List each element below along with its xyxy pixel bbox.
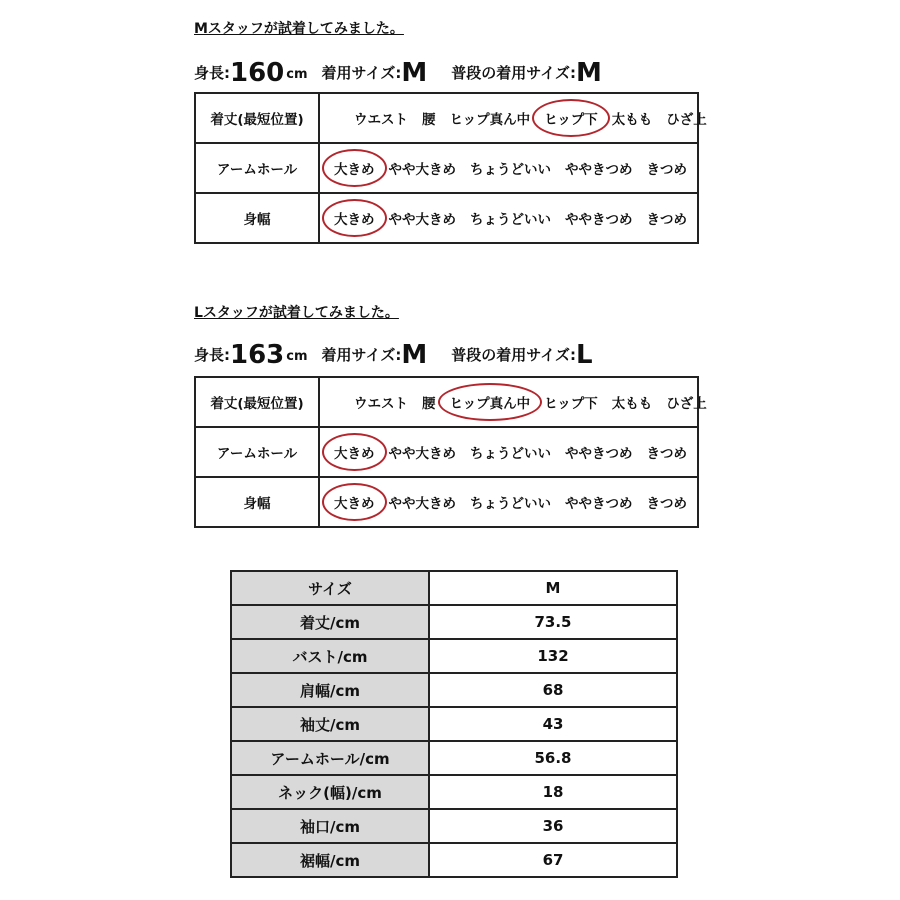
wear-size-value: M xyxy=(401,340,428,370)
fit-options xyxy=(320,492,697,512)
fit-option: ちょうどいい xyxy=(470,496,551,512)
usual-size-value: L xyxy=(576,340,593,370)
size-table-row xyxy=(231,639,677,673)
fit-option: ややきつめ xyxy=(565,496,633,512)
fit-options xyxy=(320,392,707,412)
fit-option-selected: ヒップ真ん中 xyxy=(448,392,533,412)
fit-option: 太もも xyxy=(611,112,653,128)
fit-row xyxy=(195,427,698,477)
fit-option: ややきつめ xyxy=(565,446,633,462)
fit-options xyxy=(320,442,697,462)
measurement-value: 68 xyxy=(429,673,677,707)
measurement-label: アームホール/cm xyxy=(231,741,429,775)
measurement-value: 36 xyxy=(429,809,677,843)
measurement-label: バスト/cm xyxy=(231,639,429,673)
fitting-section-l-staff xyxy=(194,304,707,534)
measurement-value: 67 xyxy=(429,843,677,877)
fit-option: 腰 xyxy=(422,396,436,412)
size-table-row xyxy=(231,605,677,639)
measurement-label: 裾幅/cm xyxy=(231,843,429,877)
fit-option: ちょうどいい xyxy=(470,212,551,228)
fit-row-label: アームホール xyxy=(195,427,319,477)
fit-options-cell xyxy=(319,93,707,143)
measurement-label: ネック(幅)/cm xyxy=(231,775,429,809)
fit-option-selected: 大きめ xyxy=(332,208,377,228)
usual-size-label: 普段の着用サイズ: xyxy=(451,346,577,364)
fit-table xyxy=(194,92,707,244)
fit-option: きつめ xyxy=(646,212,687,228)
fit-row-label: アームホール xyxy=(195,143,319,193)
size-table-row xyxy=(231,843,677,877)
fit-option: やや大きめ xyxy=(388,446,456,462)
height-label: 身長: xyxy=(194,346,230,364)
fit-table xyxy=(194,376,707,528)
staff-stats xyxy=(194,58,602,88)
measurement-value: 43 xyxy=(429,707,677,741)
measurement-value: 132 xyxy=(429,639,677,673)
fit-options-cell xyxy=(319,427,698,477)
size-table-row xyxy=(231,673,677,707)
wear-size-label: 着用サイズ: xyxy=(321,64,402,82)
fit-option-selected: 大きめ xyxy=(332,492,377,512)
fit-row-label: 身幅 xyxy=(195,193,319,243)
measurement-value: 73.5 xyxy=(429,605,677,639)
fit-options xyxy=(320,208,697,228)
size-table-row xyxy=(231,741,677,775)
fit-option: ひざ上 xyxy=(666,112,707,128)
fit-options xyxy=(320,108,707,128)
fit-row xyxy=(195,143,698,193)
usual-size-label: 普段の着用サイズ: xyxy=(451,64,577,82)
height-unit: cm xyxy=(286,67,308,82)
fit-options-cell xyxy=(319,143,698,193)
fit-row-label: 着丈(最短位置) xyxy=(195,93,319,143)
fit-options-cell xyxy=(319,477,698,527)
fit-options xyxy=(320,158,697,178)
fit-row xyxy=(195,477,698,527)
fit-option: ヒップ下 xyxy=(544,396,598,412)
height-value: 163 xyxy=(230,340,285,370)
fit-option-selected: 大きめ xyxy=(332,442,377,462)
fit-row xyxy=(195,93,698,143)
fit-option: ヒップ真ん中 xyxy=(449,112,531,128)
size-table-header xyxy=(231,571,677,605)
fit-row xyxy=(195,377,698,427)
fit-option: きつめ xyxy=(646,496,687,512)
size-header-value: M xyxy=(429,571,677,605)
fit-option: ウエスト xyxy=(354,112,408,128)
size-table-row xyxy=(231,775,677,809)
fit-option-selected: ヒップ下 xyxy=(542,108,600,128)
usual-size-value: M xyxy=(576,58,602,88)
fit-row xyxy=(195,193,698,243)
fit-row-label: 着丈(最短位置) xyxy=(195,377,319,427)
fit-option: ひざ上 xyxy=(666,396,707,412)
height-unit: cm xyxy=(286,349,308,364)
measurement-label: 袖丈/cm xyxy=(231,707,429,741)
fitting-section-m-staff xyxy=(194,20,707,250)
height-label: 身長: xyxy=(194,64,230,82)
measurement-label: 袖口/cm xyxy=(231,809,429,843)
size-table xyxy=(230,570,678,878)
fit-option: やや大きめ xyxy=(388,212,456,228)
section-title: Mスタッフが試着してみました。 xyxy=(194,21,404,37)
size-table-row xyxy=(231,809,677,843)
fit-options-cell xyxy=(319,377,707,427)
fit-option: きつめ xyxy=(646,162,687,178)
wear-size-label: 着用サイズ: xyxy=(321,346,402,364)
measurement-label: 肩幅/cm xyxy=(231,673,429,707)
wear-size-value: M xyxy=(401,58,428,88)
measurement-value: 18 xyxy=(429,775,677,809)
measurement-value: 56.8 xyxy=(429,741,677,775)
fit-option: きつめ xyxy=(646,446,687,462)
section-title: Lスタッフが試着してみました。 xyxy=(194,305,399,321)
size-table-row xyxy=(231,707,677,741)
fit-option: ややきつめ xyxy=(565,212,633,228)
fit-option: やや大きめ xyxy=(388,496,456,512)
size-header-label: サイズ xyxy=(231,571,429,605)
fit-row-label: 身幅 xyxy=(195,477,319,527)
fit-options-cell xyxy=(319,193,698,243)
staff-stats xyxy=(194,340,593,370)
fit-option: 腰 xyxy=(422,112,436,128)
fit-option: ちょうどいい xyxy=(470,162,551,178)
fit-option: ややきつめ xyxy=(565,162,633,178)
fit-option: ちょうどいい xyxy=(470,446,551,462)
fit-option: 太もも xyxy=(611,396,653,412)
fit-option-selected: 大きめ xyxy=(332,158,377,178)
height-value: 160 xyxy=(230,58,285,88)
fit-option: やや大きめ xyxy=(388,162,456,178)
fit-option: ウエスト xyxy=(354,396,408,412)
measurement-label: 着丈/cm xyxy=(231,605,429,639)
